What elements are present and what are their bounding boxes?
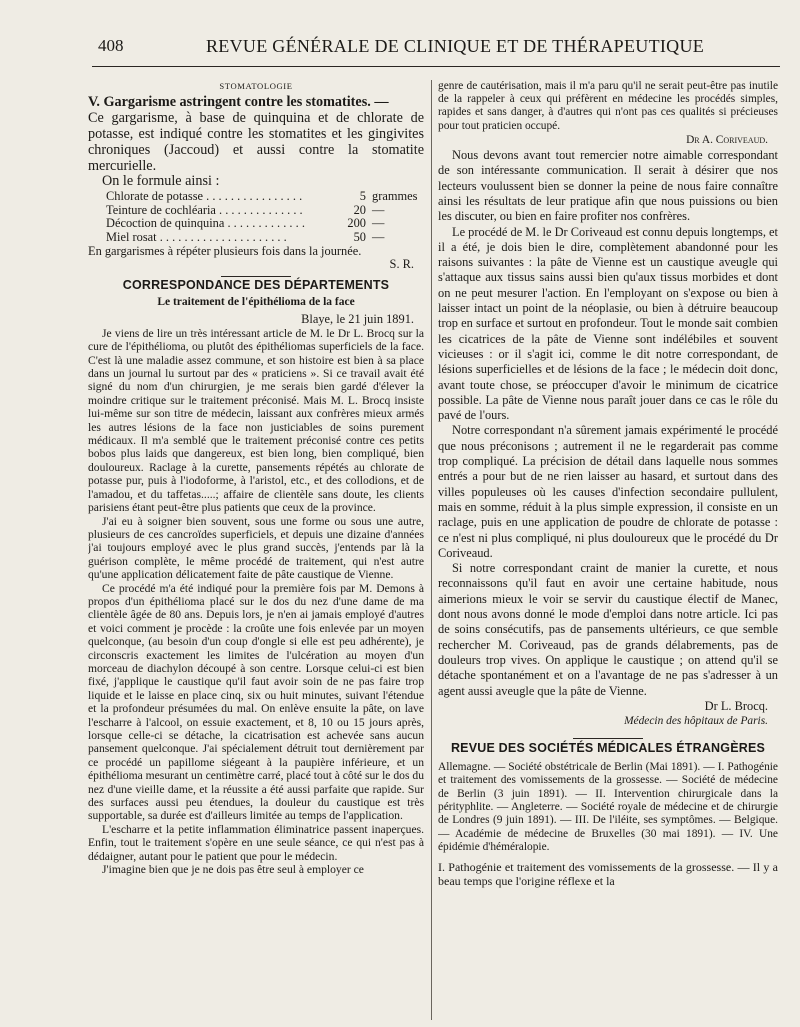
body-paragraph: Si notre correspondant craint de manier la curette, et nous reconnaissons qu'il faut en avoir une certaine habitude, nous aimerions mieux le voir se servir du caustique électif de Manec, dont nous avons donné le mode d'emploi dans notre article. Ici pas de soins consécutifs, pas de pansements ultérieurs, ce que semble rechercher M. Coriveaud, pas de grands délabrements, pas de douleurs trop vives. On applique le caustique ; on attend qu'il se détache spontanément et on a l'avantage de ne pas s'adresser à un agent aussi aveugle que la pâte de Vienne. — [438, 561, 778, 698]
body-paragraph: J'imagine bien que je ne dois pas être seul à employer ce — [102, 863, 364, 877]
recipe-unit: — — [372, 202, 385, 217]
body-paragraph: L'escharre et la petite inflammation éliminatrice passent inaperçues. Enfin, tout le traitement s'opère en une seule séance, ce qui n'est pas à dédaigner, autant pour le patient que pour le médecin. — [88, 822, 424, 863]
column-divider — [431, 80, 432, 1020]
recipe-qty: 200 — [347, 216, 366, 231]
signature-name: Dr L. Brocq. — [704, 698, 768, 713]
header-rule — [92, 66, 780, 67]
signature-role: Médecin des hôpitaux de Paris. — [624, 715, 768, 728]
formula-intro: On le formule ainsi : — [102, 173, 220, 190]
page-number: 408 — [98, 36, 124, 55]
recipe-unit: grammes — [372, 189, 418, 204]
correspondence-subtitle: Le traitement de l'épithélioma de la face — [157, 296, 355, 308]
foreign-societies-heading — [438, 738, 778, 756]
running-title: REVUE GÉNÉRALE DE CLINIQUE ET DE THÉRAPEUTIQUE — [206, 36, 705, 56]
body-paragraph: Ce procédé m'a été indiqué pour la première fois par M. Demons à propos d'un épithélioma placé sur le dos du nez d'une dame de ma clientèle âgée de 80 ans. Depuis lors, je n'en ai jamais employé d'autres et voici comment je procède : la croûte une fois enlevée par un moyen quelconque, (au besoin d'un coup d'ongle si elle est peu adhérente), je circonscris exactement les limites de l'ulcération au moyen d'un morceau de diachylon découpé à son centre. Lorsque celui-ci est bien fixé, j'applique le caustique qu'il faut avoir soin de ne pas faire trop liquide et le laisse en place cinq, six ou huit minutes, suivant l'étendue et la profondeur présumées du mal. On enlève ensuite la pâte, on lave l'escharre à l'alcool, on essuie exactement, et 8, 10 ou 15 jours après, lorsque celle-ci se détache, la cicatrisation est achevée sans aucun pansement quelconque. J'ai spécialement détruit tout dernièrement par ce procédé un papillome siégeant à la paupière inférieure, et un épithélioma mesurant un centimètre carré, placé tout à côté sur le dos du nez d'une vieille dame, et la réussite a été aussi parfaite que rapide. Sur des surfaces aussi peu étendues, la douleur du caustique est très supportable, sa durée est d'ailleurs limitée au temps de l'application. — [88, 581, 424, 823]
foreign-societies-heading-text: REVUE DES SOCIÉTÉS MÉDICALES ÉTRANGÈRES — [450, 741, 766, 756]
item-title: V. Gargarisme astringent contre les stomatites. — — [88, 94, 389, 111]
recipe-name: Chlorate de potasse . . . — [106, 190, 306, 204]
continuation-paragraph: genre de cautérisation, mais il m'a paru qu'il ne serait peut-être pas inutile de la rappeler à ceux qui préfèrent en médecine les procédés simples, rapides et sans danger, à d'autres qui n'ont pas ces qualités si précieuses pour tout praticien occupé. — [438, 80, 778, 132]
recipe-qty: 5 — [359, 189, 366, 204]
correspondence-heading — [88, 276, 424, 292]
body-paragraph: Je viens de lire un très intéressant article de M. le Dr L. Brocq sur la cure de l'épithélioma, ou plutôt des épithéliomas superficiels de la face. C'est là une maladie assez commune, et son histoire est bien à sa place dans un journal lu surtout par des « praticiens ». Si ce travail avait été signé du nom d'un chirurgien, je me serais bien gardé d'élever la moindre critique sur le traitement préconisé. Mais M. L. Brocq insiste lui-même sur son titre de médecin, laissant aux confrères mieux armés les autres lésions de la face non justiciables de soins purement médicaux. Il m'a semblé que le traitement préconisé contre ces petits bobos plus laids que dangereux, est bien long, bien compliqué, bien douloureux. Raclage à la curette, pansements répétés au chlorate de potasse pur, puis à l'iodoforme, à l'aristol, etc., et des collodions, et de l'amadou, et du taffetas.....; affaire de clientèle sans doute, les clients parisiens étant peut-être plus patients que ceux de la province. — [88, 326, 424, 515]
recipe-row — [106, 231, 424, 245]
body-paragraph: Le procédé de M. le Dr Coriveaud est connu depuis longtemps, et il a été, je dois bien le dire, complètement abandonné pour les raisons suivantes : la pâte de Vienne est un caustique aveugle qui s'attaque aux tissus sains aussi bien qu'aux tissus morbides et dont on ne peut mesurer l'action. En l'employant on s'expose ou bien à laisser intact un point de la néoplasie, ou bien à détruire beaucoup trop en surface et surtout en profondeur. Tout le monde sait combien les cicatrices de la pâte de Vienne sont indélébiles et souvent vicieuses : or il s'agit ici, comme le dit notre correspondant, de lésions superficielles et de lésions de la face ; le médecin doit donc, avant toute chose, se préoccuper d'avoir le minimum de cicatrice possible. La pâte de Vienne nous paraît jouer dans ce cas le rôle du pavé de l'ours. — [438, 224, 778, 423]
recipe-unit: — — [372, 216, 385, 231]
recipe-qty: 20 — [353, 202, 366, 217]
body-paragraph: J'ai eu à soigner bien souvent, sous une forme ou sous une autre, plusieurs de ces cancroïdes superficiels, et depuis une dizaine d'années j'ai toujours employé avec le plus grand succès, j'entends par là la guérison complète, le même procédé de traitement, qui n'est autre qu'une application délicatement faite de pâte caustique de Vienne. — [88, 514, 424, 582]
recipe-qty: 50 — [353, 229, 366, 244]
intro-paragraph: Ce gargarisme, à base de quinquina et de chlorate de potasse, est indiqué contre les stomatites et les gingivites chroniques (Jaccoud) et aussi contre la stomatite mercurielle. — [88, 110, 424, 174]
continuation-signature: Dr A. Coriveaud. — [686, 133, 768, 146]
section-label: STOMATOLOGIE — [219, 81, 293, 91]
recipe-signature: S. R. — [389, 257, 414, 272]
recipe-note: En gargarismes à répéter plusieurs fois dans la journée. — [88, 244, 362, 259]
recipe-row — [106, 217, 424, 231]
recipe-name: Décoction de quinquina . . . — [106, 217, 306, 231]
left-column — [88, 80, 424, 1024]
recipe-row — [106, 204, 424, 218]
recipe-unit: — — [372, 229, 385, 244]
running-header — [0, 36, 800, 60]
correspondence-heading-text: CORRESPONDANCE DES DÉPARTEMENTS — [122, 277, 390, 292]
body-paragraph: Notre correspondant n'a sûrement jamais expérimenté le procédé que nous préconisons ; autrement il ne le regarderait pas comme trop compliqué. La précision de détail dans laquelle nous sommes entrés a pour but de ne rien laisser au hasard, et surtout dans des villes populeuses où les causes d'infection secondaire pullulent, mais en somme, réduit à la plus simple expression, il consiste en un raclage, puis en une application de poudre de chlorate de potasse : ce n'est ni plus compliqué, ni plus douloureux que le procédé du Dr Coriveaud. — [438, 423, 778, 560]
recipe-row — [106, 190, 424, 204]
foreign-summary: Allemagne. — Société obstétricale de Berlin (Mai 1891). — I. Pathogénie et traitement des vomissements de la grossesse. — Société de médecine de Berlin (3 juin 1891). — II. Intervention chirurgicale dans la pérityphlite. — Angleterre. — Société royale de médecine et de chirurgie de Londres (9 juin 1891). — III. De l'iléite, ses symptômes. — Belgique. — Académie de médecine de Bruxelles (30 mai 1891). — IV. Une épidémie d'héméralopie. — [438, 760, 778, 854]
right-column — [438, 80, 778, 1024]
recipe-list — [106, 190, 424, 244]
recipe-name: Teinture de cochléaria . . . — [106, 204, 306, 218]
recipe-name: Miel rosat . . . — [106, 231, 306, 245]
body-paragraph: Nous devons avant tout remercier notre aimable correspondant de son intéressante communication. Il serait à désirer que nos lecteurs voulussent bien se donner la peine de nous faire connaître ainsi les résultats de leur pratique afin que nous puissions ou bien les discuter, ou bien en faire profiter nos confrères. — [438, 148, 778, 224]
foreign-first-item: I. Pathogénie et traitement des vomissements de la grossesse. — Il y a beau temps que l'origine réflexe et la — [438, 859, 778, 888]
dateline: Blaye, le 21 juin 1891. — [301, 312, 414, 327]
